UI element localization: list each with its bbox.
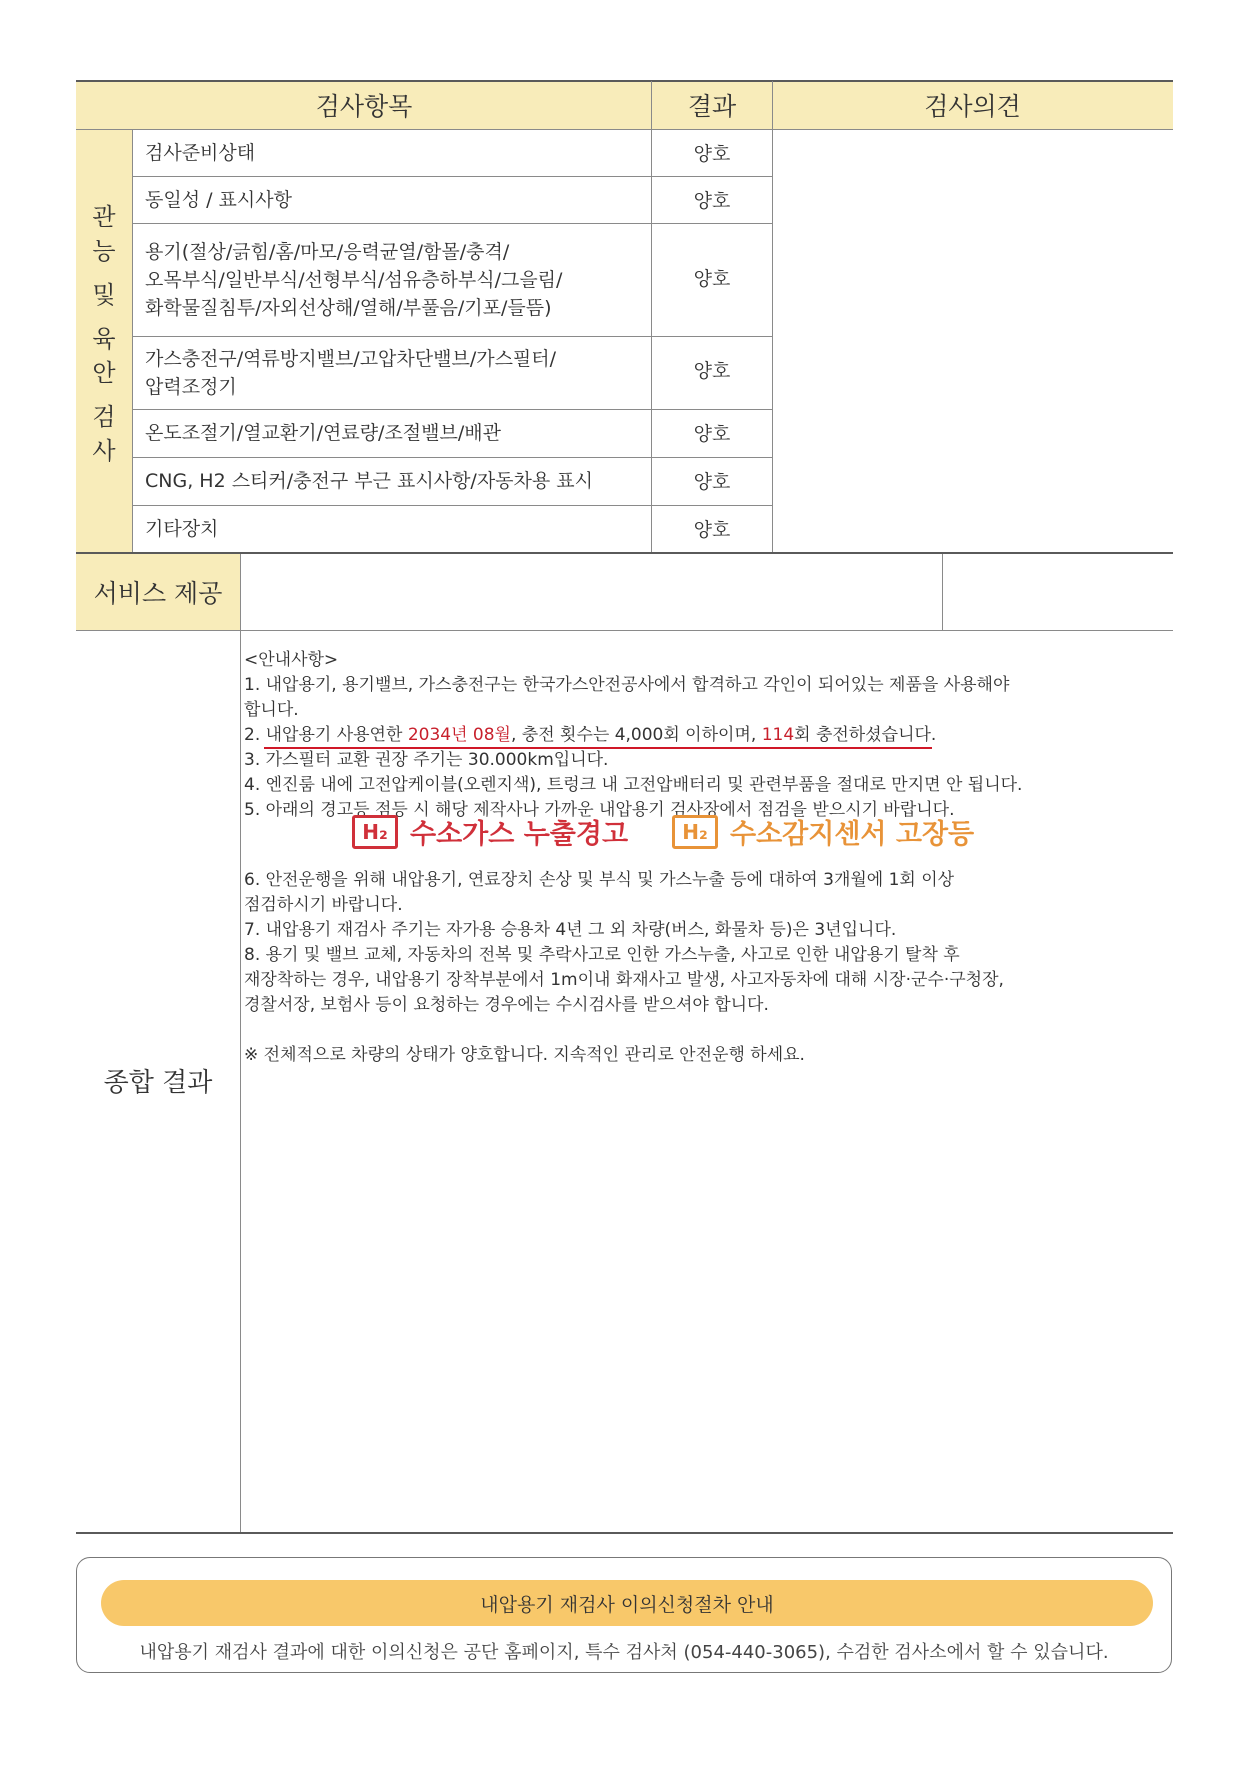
footer-text: 내압용기 재검사 결과에 대한 이의신청은 공단 홈페이지, 특수 검사처 (054-440-3065), 수검한 검사소에서 할 수 있습니다.: [139, 1642, 1109, 1663]
expiry-date: 2034년 08월: [407, 725, 511, 745]
section-label: 관 능 및 육 안 검 사: [92, 203, 116, 465]
h2-sensor-icon: H₂: [672, 815, 718, 849]
warning-hydrogen-leak: H₂ 수소가스 누출경고: [352, 812, 628, 851]
header-result: 결과: [687, 92, 737, 121]
row-result: 양호: [693, 268, 731, 290]
footer-title: 내압용기 재검사 이의신청절차 안내: [101, 1580, 1153, 1626]
row-result: 양호: [693, 519, 731, 541]
summary-label: 종합 결과: [103, 1067, 213, 1098]
table-row: 가스충전구/역류방지밸브/고압차단밸브/가스필터/ 압력조정기: [145, 347, 557, 398]
table-row: 온도조절기/열교환기/연료량/조절밸브/배관: [145, 422, 501, 444]
fill-count: 114: [761, 725, 795, 745]
table-row: 용기(절상/긁힘/홈/마모/응력균열/함몰/충격/ 오목부식/일반부식/선형부식/섬유층하부식/그을림/ 화학물질침투/자외선상해/열해/부풀음/기포/들뜸): [145, 240, 563, 319]
notice-line: 1. 내압용기, 용기밸브, 가스충전구는 한국가스안전공사에서 합격하고 각인이 되어있는 제품을 사용해야: [244, 675, 1010, 695]
notice-line: 8. 용기 및 밸브 교체, 자동차의 전복 및 추락사고로 인한 가스누출, 사고로 인한 내압용기 탈착 후: [244, 945, 960, 965]
notice-block: [244, 648, 1164, 823]
row-result: 양호: [693, 471, 731, 493]
notice-line: 재장착하는 경우, 내압용기 장착부분에서 1m이내 화재사고 발생, 사고자동차에 대해 시장·군수·구청장,: [244, 970, 1004, 990]
summary-remark: ※ 전체적으로 차량의 상태가 양호합니다. 지속적인 관리로 안전운행 하세요.: [244, 1045, 805, 1065]
notice-line: 6. 안전운행을 위해 내압용기, 연료장치 손상 및 부식 및 가스누출 등에 대하여 3개월에 1회 이상: [244, 870, 955, 890]
notice-title: <안내사항>: [244, 650, 339, 670]
notice-line: 경찰서장, 보험사 등이 요청하는 경우에는 수시검사를 받으셔야 합니다.: [244, 995, 769, 1015]
notice-line-2: 2. 내압용기 사용연한 2034년 08월, 충전 횟수는 4,000회 이하이며, 114회 충전하셨습니다.: [244, 723, 1164, 748]
notice-line: 5. 아래의 경고등 점등 시 해당 제작사나 가까운 내압용기 검사장에서 점검을 받으시기 바랍니다.: [244, 800, 955, 820]
notice-line: 3. 가스필터 교환 권장 주기는 30.000km입니다.: [244, 750, 609, 770]
notice-block-2: [244, 868, 1164, 1068]
row-result: 양호: [693, 423, 731, 445]
row-result: 양호: [693, 360, 731, 382]
row-result: 양호: [693, 143, 731, 165]
notice-line: 합니다.: [244, 700, 299, 720]
table-row: 동일성 / 표시사항: [145, 188, 292, 211]
notice-line: 점검하시기 바랍니다.: [244, 895, 403, 915]
h2-leak-icon: H₂: [352, 815, 398, 849]
service-label: 서비스 제공: [93, 579, 223, 608]
header-item: 검사항목: [315, 92, 413, 121]
red-underline: [264, 747, 932, 749]
notice-line: 7. 내압용기 재검사 주기는 자가용 승용차 4년 그 외 차량(버스, 화물차 등)은 3년입니다.: [244, 920, 897, 940]
table-row: 검사준비상태: [145, 141, 256, 164]
warning-sensor-fault: H₂ 수소감지센서 고장등: [672, 812, 974, 851]
table-row: CNG, H2 스티커/충전구 부근 표시사항/자동차용 표시: [145, 470, 593, 492]
row-result: 양호: [693, 190, 731, 212]
header-opinion: 검사의견: [924, 92, 1021, 121]
notice-line: 4. 엔진룸 내에 고전압케이블(오렌지색), 트렁크 내 고전압배터리 및 관련부품을 절대로 만지면 안 됩니다.: [244, 775, 1023, 795]
table-row: 기타장치: [145, 517, 219, 540]
